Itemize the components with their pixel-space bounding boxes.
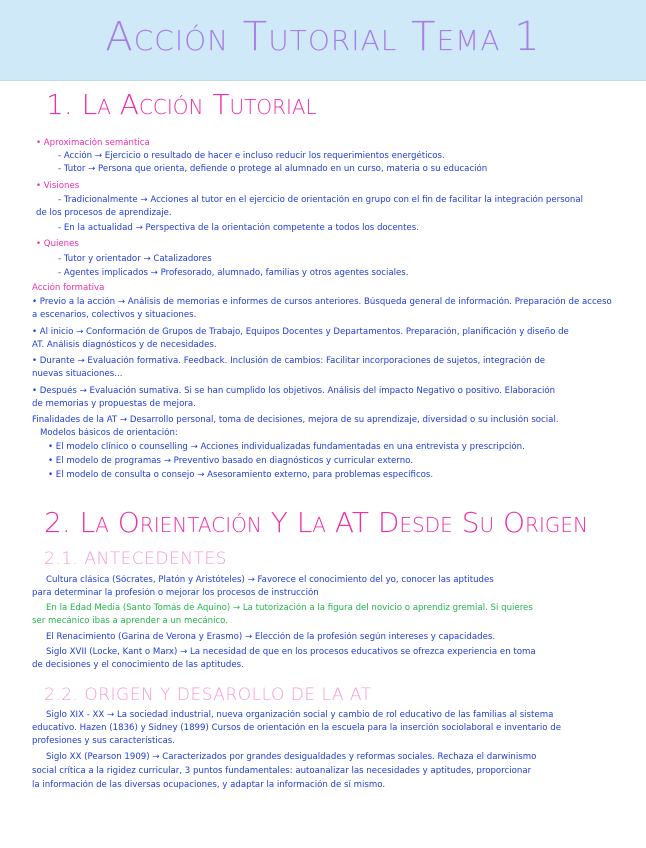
text-line-s1-l16: • Durante → Evaluación formativa. Feedback. Inclusión de cambios: Facilitar incorporaciones de sujetos, integración de: [32, 356, 546, 366]
text-line-s22-l1: Siglo XIX - XX → La sociedad industrial, nueva organización social y cambio de rol educativo de las familias al sistema: [46, 710, 554, 720]
text-line-s1-l1: • Aproximación semántica: [36, 138, 150, 148]
text-line-s1-l19: de memorias y propuestas de mejora.: [32, 399, 196, 409]
text-line-s1-l6: de los procesos de aprendizaje.: [36, 208, 172, 218]
text-line-s1-l22: • El modelo clínico o counselling → Acciones individualizadas fundamentadas en una entrevista y prescripción.: [48, 442, 525, 452]
text-line-s22-l5: social crítica a la rigidez curricular, 3 puntos fundamentales: autoanalizar las necesidades y aptitudes, proporcionar: [32, 766, 532, 776]
text-line-s1-l18: • Después → Evaluación sumativa. Si se han cumplido los objetivos. Análisis del impacto Negativo o positivo. Elaboración: [32, 386, 556, 396]
text-line-s1-l9: - Tutor y orientador → Catalizadores: [58, 254, 212, 264]
text-line-s1-l24: • El modelo de consulta o consejo → Asesoramiento externo, para problemas específicos.: [48, 470, 434, 480]
text-line-s1-l2: - Acción → Ejercicio o resultado de hacer e incluso reducir los requerimientos energéticos.: [58, 151, 445, 161]
section-1-heading: 1. La Acción Tutorial: [46, 88, 317, 121]
text-line-s1-l7: - En la actualidad → Perspectiva de la orientación competente a todos los docentes.: [58, 223, 419, 233]
text-line-s1-l11: Acción formativa: [32, 283, 105, 293]
text-line-s22-l4: Siglo XX (Pearson 1909) → Caracterizados por grandes desigualdades y reformas sociales. Rechaza el darwinismo: [46, 752, 537, 762]
page-title: Acción Tutorial Tema 1: [105, 14, 541, 60]
subsection-2-1-heading: 2.1. ANTECEDENTES: [44, 549, 227, 569]
text-line-s1-l20: Finalidades de la AT → Desarrollo personal, toma de decisiones, mejora de su aprendizaje, diversidad o su inclusión social.: [32, 415, 559, 425]
text-line-s21-l1: Cultura clásica (Sócrates, Platón y Aristóteles) → Favorece el conocimiento del yo, conocer las aptitudes: [46, 575, 494, 585]
text-line-s21-l5: El Renacimiento (Garina de Verona y Erasmo) → Elección de la profesión según intereses y capacidades.: [46, 632, 496, 642]
text-line-s1-l12: • Previo a la acción → Análisis de memorias e informes de cursos anteriores. Búsqueda general de información. Preparación de acceso: [32, 297, 612, 307]
text-line-s22-l3: profesiones y sus características.: [32, 736, 175, 746]
text-line-s21-l6: Siglo XVII (Locke, Kant o Marx) → La necesidad de que en los procesos educativos se ofrezca experiencia en toma: [46, 647, 536, 657]
text-line-s21-l3: En la Edad Media (Santo Tomás de Aquino) → La tutorización a la figura del novicio o aprendiz gremial. Si quieres: [46, 603, 533, 613]
text-line-s1-l14: • Al inicio → Conformación de Grupos de Trabajo, Equipos Docentes y Departamentos. Preparación, planificación y diseño de: [32, 327, 569, 337]
text-line-s1-l10: - Agentes implicados → Profesorado, alumnado, familias y otros agentes sociales.: [58, 268, 409, 278]
text-line-s22-l2: educativo. Hazen (1836) y Sidney (1899) Cursos de orientación en la escuela para la inserción sociolaboral e inventario de: [32, 723, 562, 733]
text-line-s1-l23: • El modelo de programas → Preventivo basado en diagnósticos y curricular externo.: [48, 456, 413, 466]
text-line-s1-l5: - Tradicionalmente → Acciones al tutor en el ejercicio de orientación en grupo con el fin de facilitar la integración personal: [58, 195, 584, 205]
text-line-s1-l4: • Visiones: [36, 181, 80, 191]
text-line-s1-l17: nuevas situaciones...: [32, 369, 123, 379]
text-line-s1-l8: • Quienes: [36, 239, 79, 249]
text-line-s1-l13: a escenarios, colectivos y situaciones.: [32, 310, 197, 320]
subsection-2-2-heading: 2.2. ORIGEN Y DESAROLLO DE LA AT: [44, 685, 372, 705]
text-line-s21-l4: ser mecánico ibas a aprender a un mecánico.: [32, 616, 229, 626]
text-line-s22-l6: la información de las diversas ocupaciones, y adaptar la información de sí mismo.: [32, 780, 386, 790]
text-line-s1-l3: - Tutor → Persona que orienta, defiende o protege al alumnado en un curso, materia o su educación: [58, 164, 488, 174]
text-line-s1-l21: Modelos básicos de orientación:: [40, 428, 178, 438]
section-2-heading: 2. La Orientación Y La AT Desde Su Origen: [44, 506, 588, 539]
text-line-s1-l15: AT. Análisis diagnósticos y de necesidades.: [32, 340, 217, 350]
text-line-s21-l2: para determinar la profesión o mejorar los procesos de instrucción: [32, 588, 319, 598]
text-line-s21-l7: de decisiones y el conocimiento de las aptitudes.: [32, 660, 244, 670]
